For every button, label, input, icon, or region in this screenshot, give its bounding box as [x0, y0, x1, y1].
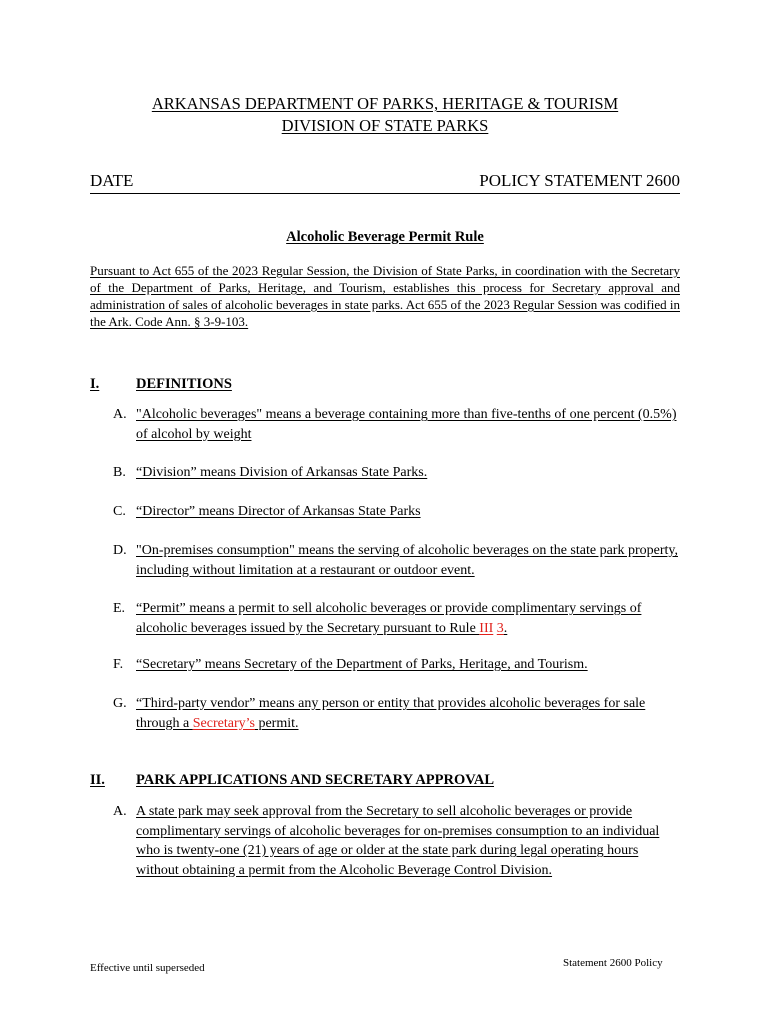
item-letter: C.	[113, 504, 126, 519]
footer-statement: Statement 2600 Policy	[563, 957, 663, 969]
section-number: I.	[90, 376, 100, 392]
item-text: “Third-party vendor” means any person or entity that provides alcoholic beverages for sale through a	[136, 696, 646, 731]
division-name: DIVISION OF STATE PARKS	[281, 116, 489, 135]
item-letter: A.	[113, 804, 127, 819]
item-letter: B.	[113, 465, 126, 480]
definition-item	[113, 463, 683, 483]
item-text-tail: permit.	[254, 715, 299, 731]
definition-item	[113, 541, 683, 580]
section-title: DEFINITIONS	[136, 376, 232, 392]
department-name: ARKANSAS DEPARTMENT OF PARKS, HERITAGE & TOURISM	[151, 94, 619, 113]
item-text: "On-premises consumption" means the serving of alcoholic beverages on the state park property, including without limitation at a restaurant or outdoor event.	[136, 543, 678, 578]
definition-item	[113, 599, 683, 638]
item-text-tail: .	[503, 620, 508, 636]
definition-item	[113, 502, 683, 522]
section-title: PARK APPLICATIONS AND SECRETARY APPROVAL	[136, 772, 495, 788]
footer-effective: Effective until superseded	[90, 962, 205, 974]
item-text: “Permit” means a permit to sell alcoholic beverages or provide complimentary servings of alcoholic beverages issued by the Secretary pursuant to Rule	[136, 601, 642, 636]
item-letter: D.	[113, 543, 127, 558]
item-text: “Secretary” means Secretary of the Department of Parks, Heritage, and Tourism.	[136, 657, 588, 672]
item-letter: G.	[113, 696, 127, 711]
item-text: “Director” means Director of Arkansas State Parks	[136, 504, 421, 519]
deleted-revision: 3	[496, 620, 504, 636]
intro-paragraph: Pursuant to Act 655 of the 2023 Regular Session, the Division of State Parks, in coordination with the Secretary of the Department of Parks, Heritage, and Tourism, establishes this process for Secretary approval and administration of sales of alcoholic beverages in state parks. Act 655 of the 2023 Regular Session was codified in the Ark. Code Ann. § 3-9-103.	[90, 263, 680, 329]
definition-item	[113, 694, 683, 733]
item-text: “Division” means Division of Arkansas State Parks.	[136, 465, 428, 480]
section-number: II.	[90, 772, 105, 788]
inserted-revision: Secretary’s	[192, 715, 255, 731]
application-item	[113, 802, 683, 880]
item-letter: E.	[113, 601, 126, 616]
date-label: DATE	[90, 171, 134, 190]
item-letter: A.	[113, 407, 127, 422]
document-header	[90, 93, 680, 137]
inserted-revision: III	[479, 620, 494, 636]
date-policy-line	[90, 171, 680, 194]
definition-item	[113, 655, 683, 675]
item-text: "Alcoholic beverages" means a beverage containing more than five-tenths of one percent (0.5%) of alcohol by weight	[136, 407, 677, 442]
rule-title: Alcoholic Beverage Permit Rule	[286, 229, 484, 245]
policy-statement-label: POLICY STATEMENT 2600	[479, 171, 680, 190]
item-text: A state park may seek approval from the Secretary to sell alcoholic beverages or provide complimentary servings of alcoholic beverages for on-premises consumption to an individual who is twenty-one (21) years of age or older at the state park during legal operating hours without obtaining a permit from the Alcoholic Beverage Control Division.	[136, 804, 660, 878]
item-letter: F.	[113, 657, 124, 672]
definition-item	[113, 405, 683, 444]
